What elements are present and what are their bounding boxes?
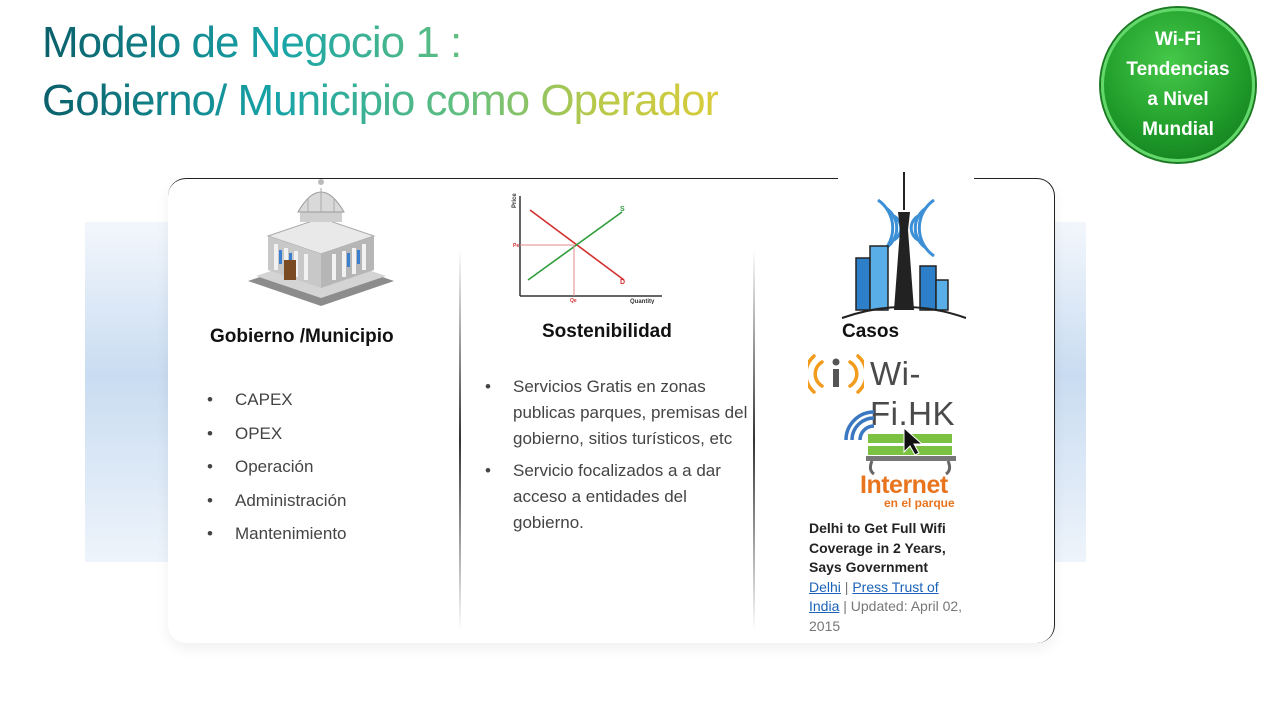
slide-title-line1: Modelo de Negocio 1 : bbox=[42, 18, 462, 67]
government-bullet-list bbox=[207, 389, 455, 557]
news-item bbox=[809, 519, 969, 636]
supply-demand-chart-icon bbox=[508, 192, 668, 304]
wifi-hk-logo bbox=[808, 352, 994, 432]
list-item: • Servicio focalizados a a dar acceso a entidades del gobierno. bbox=[513, 458, 749, 536]
sustainability-bullet-list bbox=[485, 374, 749, 542]
list-item: • OPEX bbox=[235, 423, 455, 445]
government-building-icon bbox=[246, 176, 396, 316]
wireless-city-tower-icon bbox=[838, 170, 974, 322]
chart-supply-label: S bbox=[620, 206, 625, 213]
badge-line4: Mundial bbox=[1142, 119, 1214, 140]
slide-title bbox=[42, 14, 718, 130]
chart-xlabel: Quantity bbox=[630, 299, 655, 304]
news-link-press-trust[interactable]: Press Trust of India bbox=[809, 578, 939, 614]
news-separator: | bbox=[840, 578, 853, 595]
chart-demand-label: D bbox=[620, 279, 626, 286]
news-link-delhi[interactable]: Delhi bbox=[809, 578, 841, 595]
badge-line3: a Nivel bbox=[1147, 89, 1209, 110]
en-el-parque-logo-text: en el parque bbox=[884, 496, 955, 510]
internet-logo-text: Internet bbox=[860, 471, 948, 499]
column-divider-2 bbox=[753, 250, 755, 630]
wifi-trends-badge bbox=[1101, 8, 1255, 162]
chart-qe-label: Qe bbox=[570, 298, 577, 304]
wifi-signal-icon bbox=[808, 352, 864, 396]
park-bench-wifi-icon bbox=[844, 408, 970, 478]
news-headline: Delhi to Get Full Wifi Coverage in 2 Years, Says Government bbox=[809, 520, 946, 575]
list-item: • Mantenimiento bbox=[235, 523, 455, 545]
badge-line1: Wi-Fi bbox=[1154, 29, 1202, 50]
column-heading-government: Gobierno /Municipio bbox=[210, 326, 394, 347]
badge-line2: Tendencias bbox=[1126, 59, 1230, 80]
news-updated-date: | Updated: April 02, 2015 bbox=[809, 598, 963, 634]
slide-title-line2: Gobierno/ Municipio como Operador bbox=[42, 76, 719, 125]
wifi-hk-logo-text: Wi-Fi.HK bbox=[870, 355, 955, 432]
column-heading-cases: Casos bbox=[842, 321, 900, 342]
chart-pe-label: Pe bbox=[513, 243, 520, 249]
chart-ylabel: Price bbox=[512, 193, 518, 208]
list-item: • Operación bbox=[235, 456, 455, 478]
list-item: • Administración bbox=[235, 490, 455, 512]
column-divider-1 bbox=[459, 250, 461, 630]
column-heading-sustainability: Sostenibilidad bbox=[542, 321, 672, 342]
list-item: • CAPEX bbox=[235, 389, 455, 411]
internet-en-el-parque-logo bbox=[844, 408, 970, 512]
list-item: • Servicios Gratis en zonas publicas parques, premisas del gobierno, sitios turísticos, etc bbox=[513, 374, 749, 452]
